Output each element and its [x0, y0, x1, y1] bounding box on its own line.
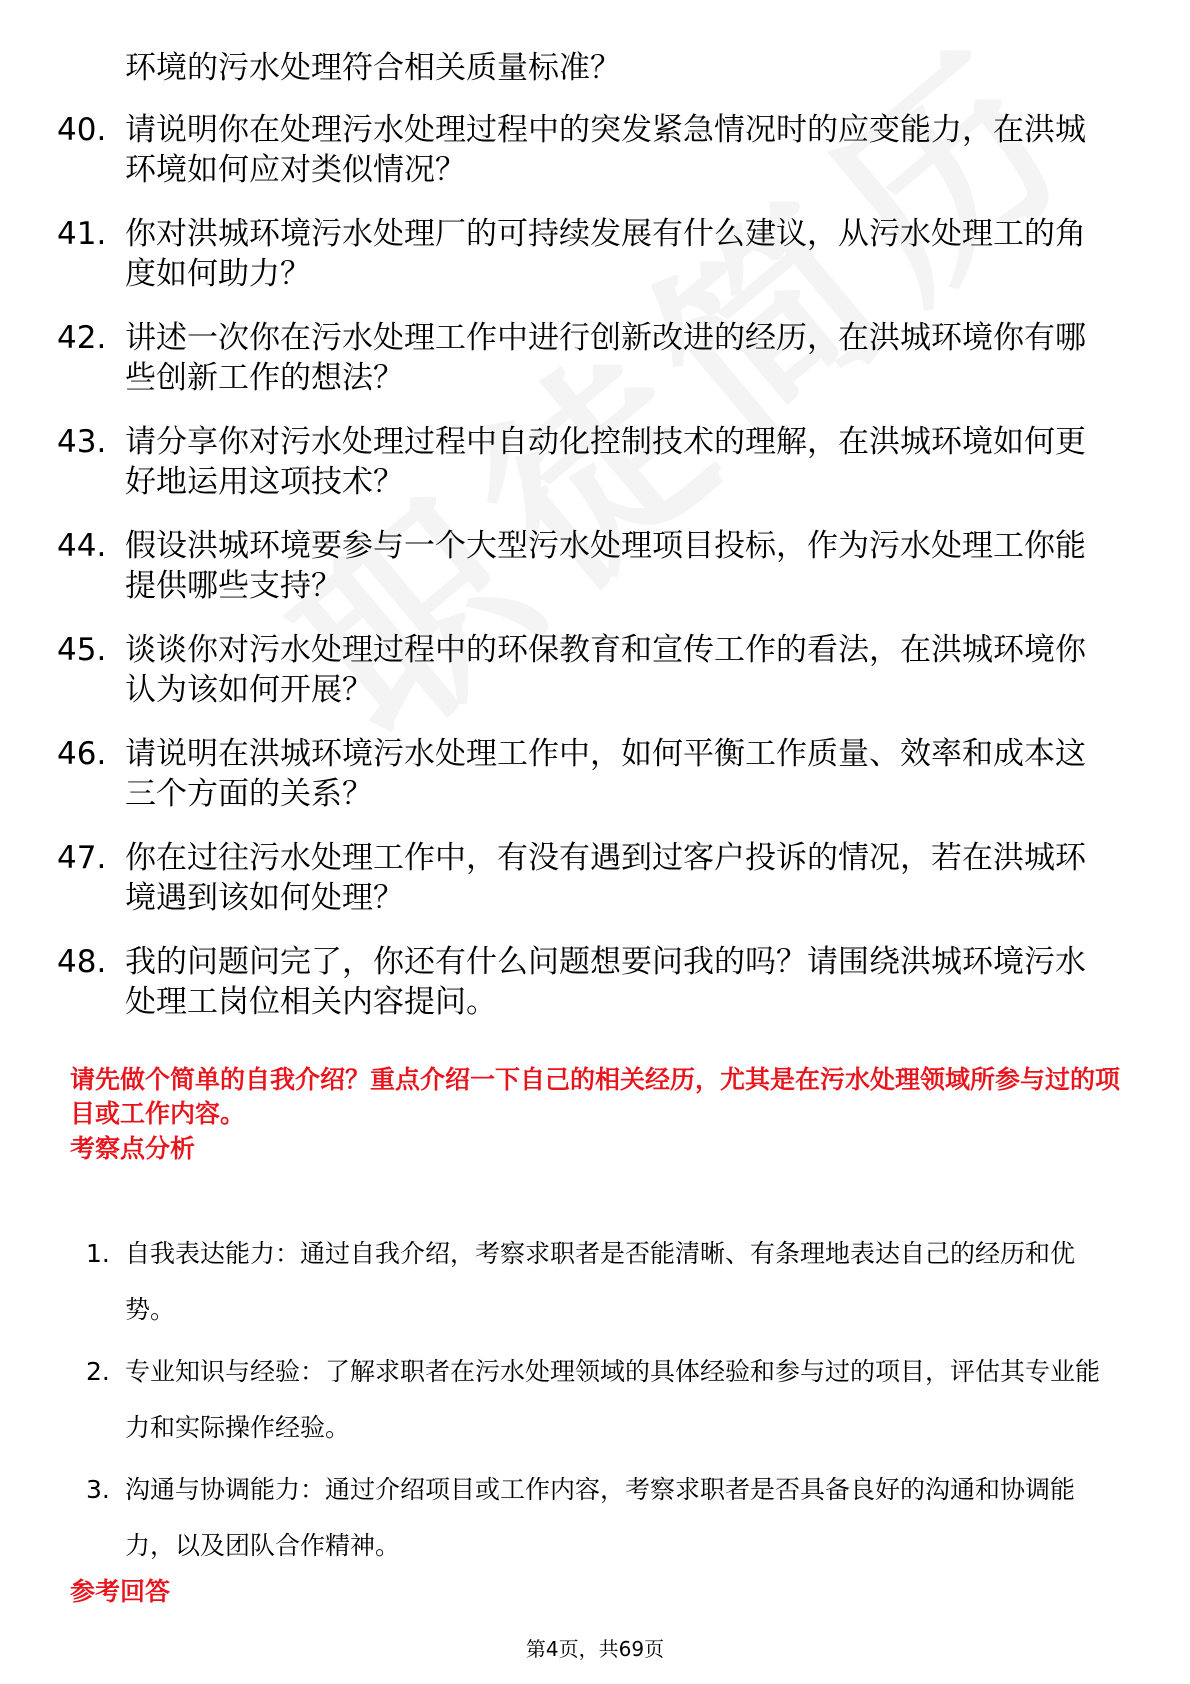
question-item	[0, 942, 1110, 1022]
analysis-list	[0, 1226, 1130, 1580]
page-footer: 第4页，共69页	[525, 1637, 665, 1661]
question-item	[0, 214, 1110, 294]
question-number: 42.	[57, 320, 107, 356]
question-number: 41.	[57, 216, 107, 252]
question-item	[0, 734, 1110, 814]
question-text: 假设洪城环境要参与一个大型污水处理项目投标，作为污水处理工你能提供哪些支持？	[125, 528, 1086, 604]
question-item	[0, 318, 1110, 398]
question-number: 45.	[57, 632, 107, 668]
question-text: 你在过往污水处理工作中，有没有遇到过客户投诉的情况，若在洪城环境遇到该如何处理？	[125, 840, 1086, 916]
question-text: 谈谈你对污水处理过程中的环保教育和宣传工作的看法，在洪城环境你认为该如何开展？	[125, 632, 1086, 708]
analysis-number: 1.	[86, 1239, 110, 1268]
question-number: 46.	[57, 736, 107, 772]
question-number: 43.	[57, 424, 107, 460]
question-item	[0, 526, 1110, 606]
question-text: 请说明你在处理污水处理过程中的突发紧急情况时的应变能力，在洪城环境如何应对类似情况？	[125, 112, 1086, 188]
analysis-item	[0, 1226, 1130, 1338]
featured-question: 请先做个简单的自我介绍？重点介绍一下自己的相关经历，尤其是在污水处理领域所参与过的项目或工作内容。	[70, 1065, 1121, 1128]
question-item	[0, 838, 1110, 918]
analysis-item	[0, 1462, 1130, 1574]
question-number: 44.	[57, 528, 107, 564]
analysis-text: 专业知识与经验：了解求职者在污水处理领域的具体经验和参与过的项目，评估其专业能力和实际操作经验。	[125, 1357, 1101, 1442]
question-continuation: 环境的污水处理符合相关质量标准？	[125, 50, 621, 86]
question-number: 47.	[57, 840, 107, 876]
answer-heading: 参考回答	[70, 1577, 171, 1606]
question-item	[0, 422, 1110, 502]
question-list	[0, 110, 1110, 1046]
question-number: 40.	[57, 112, 107, 148]
question-item	[0, 630, 1110, 710]
analysis-text: 自我表达能力：通过自我介绍，考察求职者是否能清晰、有条理地表达自己的经历和优势。	[125, 1239, 1076, 1324]
question-text: 请说明在洪城环境污水处理工作中，如何平衡工作质量、效率和成本这三个方面的关系？	[125, 736, 1086, 812]
question-text: 请分享你对污水处理过程中自动化控制技术的理解，在洪城环境如何更好地运用这项技术？	[125, 424, 1086, 500]
question-item	[0, 110, 1110, 190]
analysis-heading: 考察点分析	[70, 1134, 196, 1163]
question-text: 讲述一次你在污水处理工作中进行创新改进的经历，在洪城环境你有哪些创新工作的想法？	[125, 320, 1086, 396]
question-text: 你对洪城环境污水处理厂的可持续发展有什么建议，从污水处理工的角度如何助力？	[125, 216, 1086, 292]
question-number: 48.	[57, 944, 107, 980]
analysis-item	[0, 1344, 1130, 1456]
question-text: 我的问题问完了，你还有什么问题想要问我的吗？请围绕洪城环境污水处理工岗位相关内容提问。	[125, 944, 1086, 1020]
analysis-text: 沟通与协调能力：通过介绍项目或工作内容，考察求职者是否具备良好的沟通和协调能力，以及团队合作精神。	[125, 1475, 1076, 1560]
analysis-number: 2.	[86, 1357, 110, 1386]
analysis-number: 3.	[86, 1475, 110, 1504]
